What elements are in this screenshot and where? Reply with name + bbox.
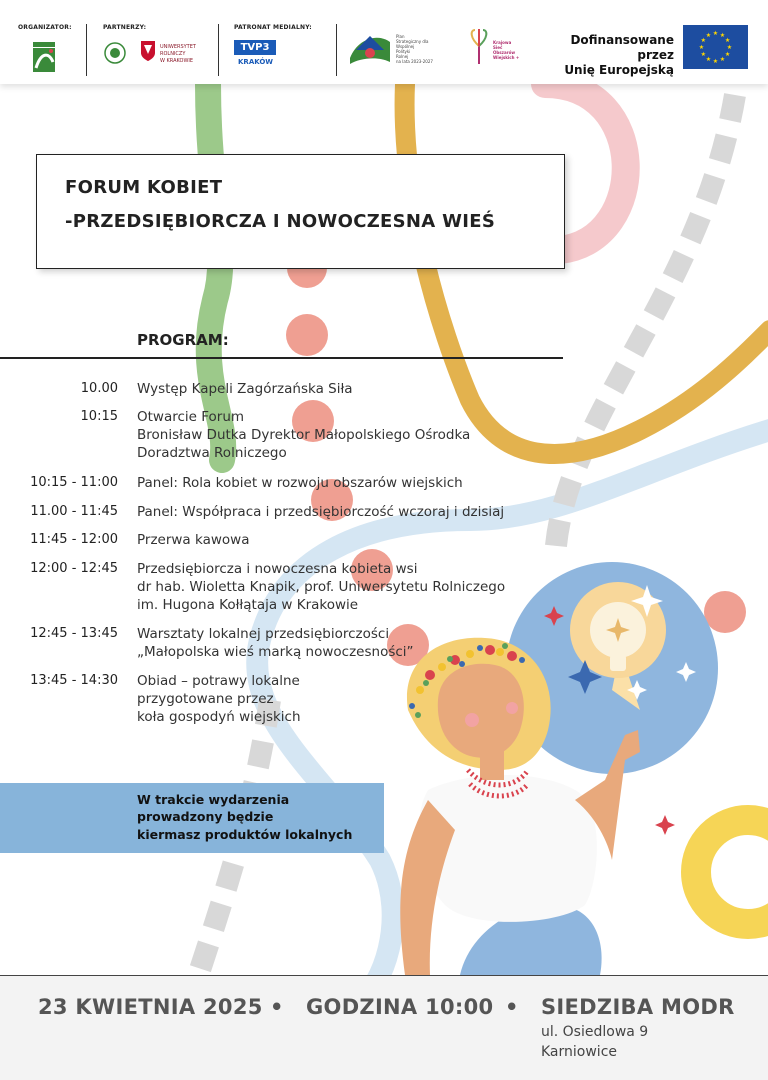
eu-star: ★: [700, 37, 707, 44]
eu-star: ★: [719, 31, 726, 39]
program-heading: PROGRAM:: [137, 331, 229, 349]
program-time: 12:45 - 13:45: [30, 626, 118, 641]
venue-town: Karniowice: [541, 1044, 618, 1060]
event-hour: GODZINA 10:00: [306, 995, 494, 1019]
program-divider: [0, 357, 563, 359]
eu-star: ★: [724, 37, 731, 44]
bullet-separator: •: [505, 995, 519, 1019]
partner-seal-logo: [104, 42, 126, 68]
modr-logo: [33, 42, 55, 72]
tvp3-city: KRAKÓW: [238, 58, 274, 66]
university-name: UNIWERSYTET ROLNICZY W KRAKOWIE: [160, 44, 196, 64]
program-description: Otwarcie Forum Bronisław Dutka Dyrektor Małopolskiego Ośrodka Doradztwa Rolniczego: [137, 409, 471, 461]
ps-wpr-logo: [348, 28, 392, 72]
yellow-ring: [696, 820, 768, 924]
organizer-label: ORGANIZATOR:: [18, 24, 72, 31]
sponsor-header: [0, 0, 768, 84]
ksow-text: Krajowa Sieć Obszarów Wiejskich +: [493, 40, 520, 60]
program-time: 11:45 - 12:00: [30, 532, 118, 547]
program-description: Przedsiębiorcza i nowoczesna kobieta wsi dr hab. Wioletta Knapik, prof. Uniwersytetu Rolniczego im. Hugona Kołłątaja w Krakowie: [137, 561, 506, 613]
eu-flag-icon: [683, 25, 748, 69]
salmon-dot: [286, 314, 328, 356]
event-venue: SIEDZIBA MODR: [541, 995, 735, 1019]
gold-stripe: [405, 84, 768, 454]
eu-star: ★: [719, 56, 726, 64]
event-title-line-1: FORUM KOBIET: [65, 177, 223, 198]
program-time: 10.00: [80, 381, 118, 396]
event-date: 23 KWIETNIA 2025: [38, 995, 263, 1019]
partners-label: PARTNERZY:: [103, 24, 147, 31]
program-description: Warsztaty lokalnej przedsiębiorczości „Małopolska wieś marką nowoczesności”: [137, 626, 414, 660]
tvp3-logo: TVP3: [234, 40, 276, 55]
event-title-box: [36, 154, 565, 269]
eu-star: ★: [698, 44, 705, 51]
program-description: Przerwa kawowa: [137, 532, 250, 548]
ps-wpr-text: Plan Strategiczny dla Wspólnej Polityki Rolnej na lata 2023-2027: [396, 34, 433, 64]
eu-star: ★: [712, 58, 719, 65]
eu-star: ★: [705, 31, 712, 39]
program-description: Obiad – potrawy lokalne przygotowane przez koła gospodyń wiejskich: [137, 673, 301, 725]
green-stripe: [208, 84, 223, 460]
local-fair-banner: [0, 783, 384, 853]
salmon-dot: [704, 591, 746, 633]
venue-street: ul. Osiedlowa 9: [541, 1024, 649, 1040]
program-time: 11.00 - 11:45: [30, 504, 118, 519]
fair-line-3: kiermasz produktów lokalnych: [137, 827, 353, 842]
program-time: 13:45 - 14:30: [30, 673, 118, 688]
program-time: 10:15 - 11:00: [30, 475, 118, 490]
eu-funding-text: Dofinansowane przez Unię Europejską: [564, 33, 674, 77]
program-description: Panel: Rola kobiet w rozwoju obszarów wiejskich: [137, 475, 463, 491]
fair-line-2: prowadzony będzie: [137, 809, 274, 824]
program-description: Występ Kapeli Zagórzańska Siła: [137, 381, 353, 397]
fair-line-1: W trakcie wydarzenia: [137, 792, 290, 807]
event-footer: [0, 975, 768, 1080]
eu-star: ★: [724, 51, 731, 58]
media-patronage-label: PATRONAT MEDIALNY:: [234, 24, 312, 31]
header-divider: [218, 24, 219, 76]
header-divider: [336, 24, 337, 76]
eu-star: ★: [726, 44, 733, 51]
eu-star: ★: [712, 30, 719, 37]
eu-star: ★: [705, 56, 712, 64]
program-description: Panel: Współpraca i przedsiębiorczość wczoraj i dzisiaj: [137, 504, 505, 520]
program-time: 10:15: [80, 409, 118, 424]
event-title-line-2: -PRZEDSIĘBIORCZA I NOWOCZESNA WIEŚ: [65, 211, 496, 232]
eu-star: ★: [700, 51, 707, 58]
university-crest-logo: [140, 40, 156, 66]
header-divider: [86, 24, 87, 76]
program-time: 12:00 - 12:45: [30, 561, 118, 576]
ksow-logo: [466, 28, 492, 70]
bullet-separator: •: [270, 995, 284, 1019]
